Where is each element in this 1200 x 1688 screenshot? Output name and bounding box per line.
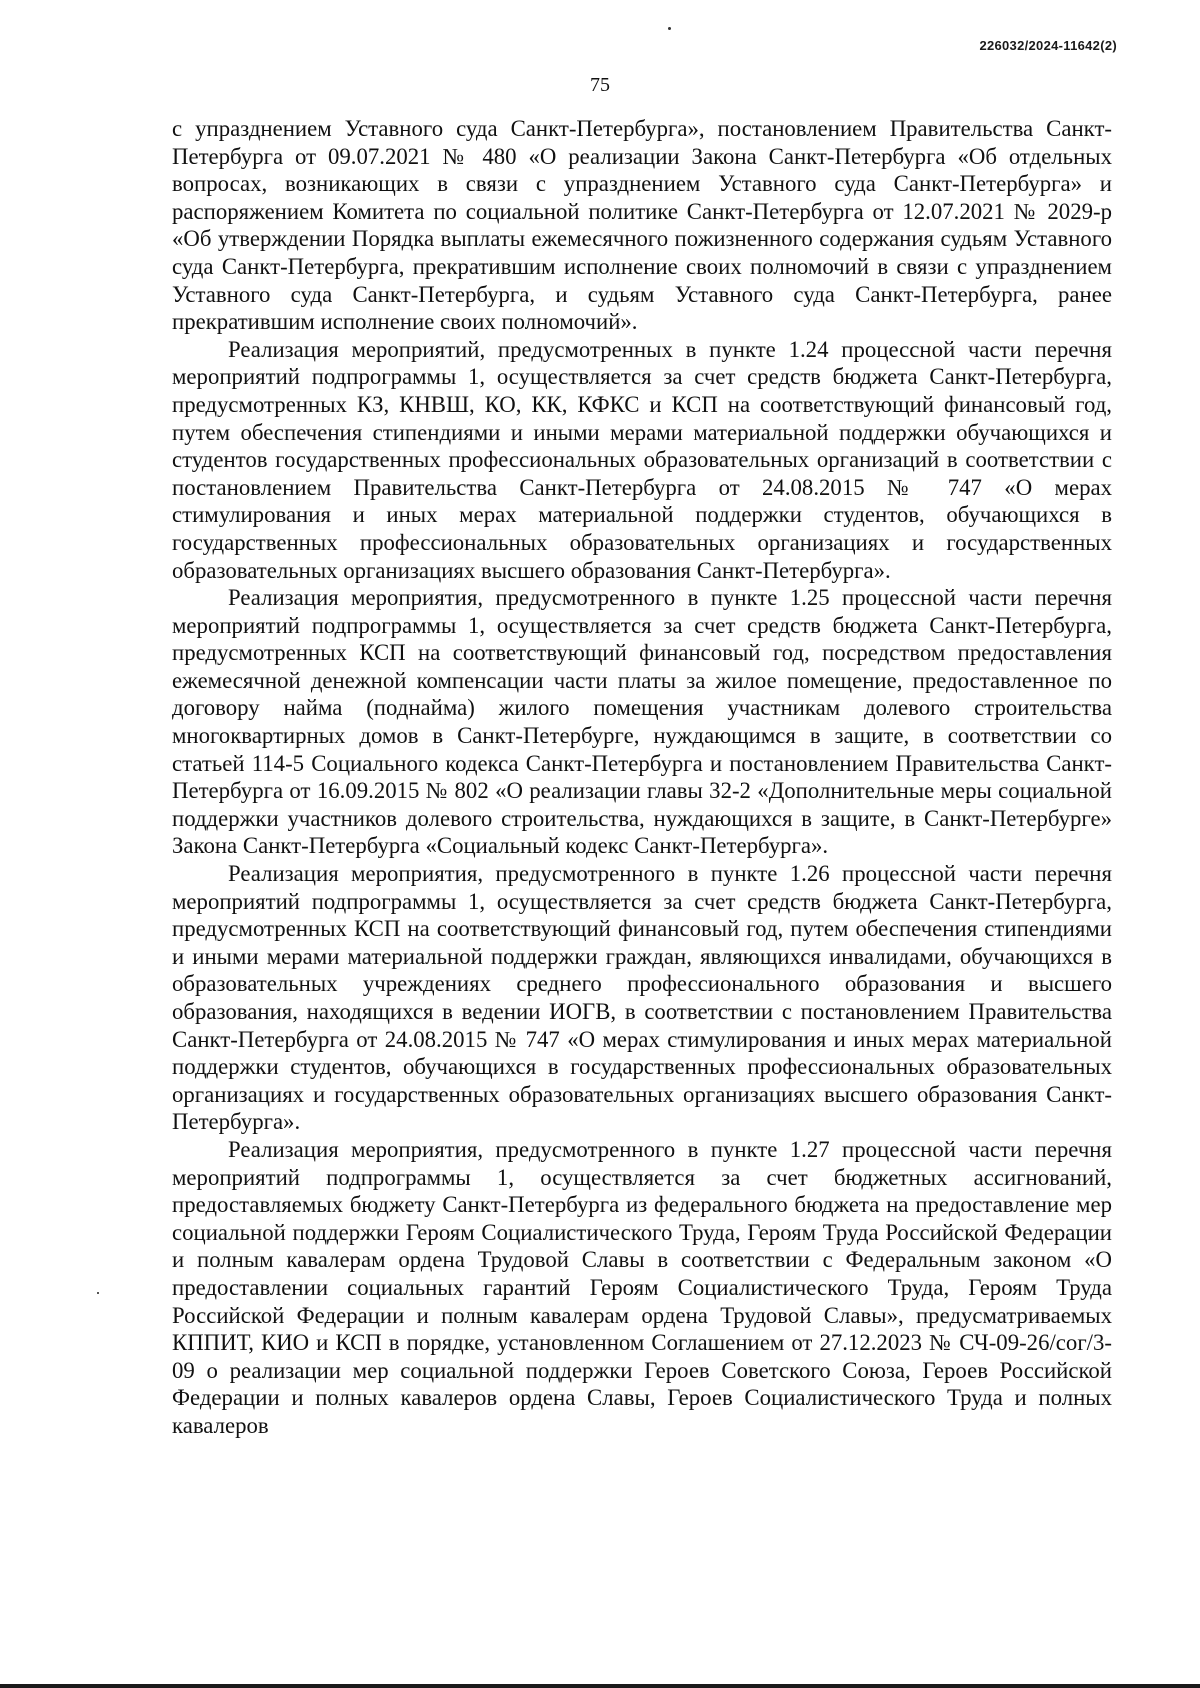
scan-edge xyxy=(0,1684,1200,1688)
paragraph: Реализация мероприятия, предусмотренного в пункте 1.27 процессной части перечня мероприятий подпрограммы 1, осуществляется за счет бюджетных ассигнований, предоставляемых бюджету Санкт-Петербурга из федерального бюджета на предоставление мер социальной поддержки Героям Социалистического Труда, Героям Труда Российской Федерации и полным кавалерам ордена Трудовой Славы в соответствии с Федеральным законом «О предоставлении социальных гарантий Героям Социалистического Труда, Героям Труда Российской Федерации и полным кавалерам ордена Трудовой Славы», предусматриваемых КППИТ, КИО и КСП в порядке, установленном Соглашением от 27.12.2023 № СЧ-09-26/сог/3-09 о реализации мер социальной поддержки Героев Советского Союза, Героев Российской Федерации и полных кавалеров ордена Славы, Героев Социалистического Труда и полных кавалеров xyxy=(172,1136,1112,1438)
page-number: 75 xyxy=(590,74,610,96)
scan-mark xyxy=(97,1292,99,1294)
paragraph: с упразднением Уставного суда Санкт-Петербурга», постановлением Правительства Санкт-Петербурга от 09.07.2021 № 480 «О реализации Закона Санкт-Петербурга «Об отдельных вопросах, возникающих в связи с упразднением Уставного суда Санкт-Петербурга» и распоряжением Комитета по социальной политике Санкт-Петербурга от 12.07.2021 № 2029-р «Об утверждении Порядка выплаты ежемесячного пожизненного содержания судьям Уставного суда Санкт-Петербурга, прекратившим исполнение своих полномочий в связи с упразднением Уставного суда Санкт-Петербурга, и судьям Уставного суда Санкт-Петербурга, ранее прекратившим исполнение своих полномочий». xyxy=(172,116,1112,335)
scan-speck xyxy=(668,27,671,30)
paragraph: Реализация мероприятий, предусмотренных в пункте 1.24 процессной части перечня мероприятий подпрограммы 1, осуществляется за счет средств бюджета Санкт-Петербурга, предусмотренных КЗ, КНВШ, КО, КК, КФКС и КСП на соответствующий финансовый год, путем обеспечения стипендиями и иными мерами материальной поддержки обучающихся и студентов государственных профессиональных образовательных организаций в соответствии с постановлением Правительства Санкт-Петербурга от 24.08.2015 № 747 «О мерах стимулирования и иных мерах материальной поддержки студентов, обучающихся в государственных профессиональных образовательных организациях и государственных образовательных организациях высшего образования Санкт-Петербурга». xyxy=(172,336,1112,583)
paragraph: Реализация мероприятия, предусмотренного в пункте 1.25 процессной части перечня мероприятий подпрограммы 1, осуществляется за счет средств бюджета Санкт-Петербурга, предусмотренных КСП на соответствующий финансовый год, посредством предоставления ежемесячной денежной компенсации части платы за жилое помещение, предоставленное по договору найма (поднайма) жилого помещения участникам долевого строительства многоквартирных домов в Санкт-Петербурге, нуждающимся в защите, в соответствии со статьей 114-5 Социального кодекса Санкт-Петербурга и постановлением Правительства Санкт-Петербурга от 16.09.2015 № 802 «О реализации главы 32-2 «Дополнительные меры социальной поддержки участников долевого строительства, нуждающихся в защите, в Санкт-Петербурге» Закона Санкт-Петербурга «Социальный кодекс Санкт-Петербурга». xyxy=(172,585,1112,859)
document-number: 226032/2024-11642(2) xyxy=(979,38,1117,53)
document-body xyxy=(172,115,1112,1440)
paragraph: Реализация мероприятия, предусмотренного в пункте 1.26 процессной части перечня мероприятий подпрограммы 1, осуществляется за счет средств бюджета Санкт-Петербурга, предусмотренных КСП на соответствующий финансовый год, путем обеспечения стипендиями и иными мерами материальной поддержки граждан, являющихся инвалидами, обучающихся в образовательных учреждениях среднего профессионального образования и высшего образования, находящихся в ведении ИОГВ, в соответствии с постановлением Правительства Санкт-Петербурга от 24.08.2015 № 747 «О мерах стимулирования и иных мерах материальной поддержки студентов, обучающихся в государственных профессиональных образовательных организациях и государственных образовательных организациях высшего образования Санкт-Петербурга». xyxy=(172,861,1112,1135)
